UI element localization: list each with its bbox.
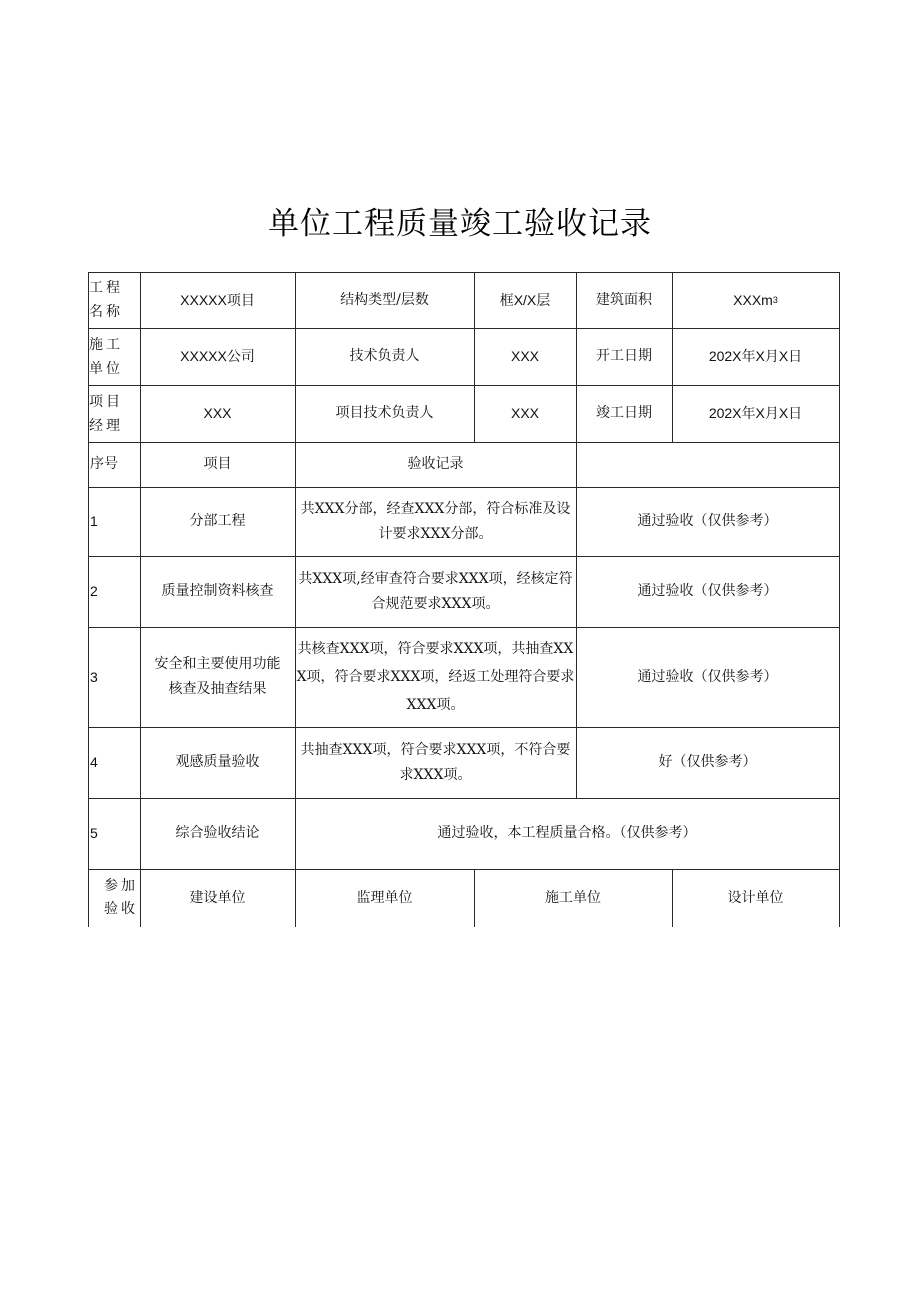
header-item: 项目: [203, 456, 232, 472]
item-record: 共XXX项,经审查符合要求XXX项，经核定符合规范要求XXX项。: [298, 570, 573, 612]
project-tech-lead-label: 项目技术负责人: [335, 405, 434, 421]
item-name: 观感质量验收: [175, 754, 260, 770]
project-name-value: XXXXX项目: [180, 291, 255, 308]
project-manager-value: XXX: [203, 405, 232, 421]
participant-supervisor: 监理单位: [356, 889, 413, 906]
item-conclusion: 通过验收（仅供参考）: [637, 668, 778, 685]
item-record: 共XXX分部，经查XXX分部，符合标准及设计要求XXX分部。: [300, 500, 571, 542]
item-name: 质量控制资料核查: [161, 583, 274, 599]
construction-unit-value: XXXXX公司: [180, 348, 255, 364]
column-divider: [839, 272, 840, 927]
item-name: 综合验收结论: [175, 825, 260, 841]
project-tech-lead-value: XXX: [510, 405, 539, 421]
construction-unit-label: 施工单位: [89, 336, 123, 377]
item-conclusion: 通过验收（仅供参考）: [637, 513, 778, 529]
building-area-label: 建筑面积: [596, 291, 652, 308]
building-area-value: XXXm 3: [672, 272, 839, 328]
participant-contractor: 施工单位: [545, 889, 601, 906]
item-conclusion: 通过验收（仅供参考）: [637, 583, 778, 599]
header-conclusion: [576, 442, 839, 487]
structure-type-value: 框X/X层: [499, 291, 551, 308]
acceptance-record-table: [88, 272, 840, 927]
header-record: 验收记录: [407, 456, 464, 472]
item-conclusion: 好（仅供参考）: [658, 754, 757, 770]
overall-conclusion: 通过验收，本工程质量合格。（仅供参考）: [437, 825, 697, 841]
item-name: 分部工程: [189, 513, 246, 529]
header-no: 序号: [90, 456, 118, 472]
item-no: 5: [90, 825, 98, 841]
item-name: 安全和主要使用功能核查及抽查结果: [154, 656, 281, 697]
item-record: 共核查XXX项，符合要求XXX项，共抽查XXX项，符合要求XXX项，经返工处理符合要求XXX项。: [296, 641, 575, 713]
completion-date-label: 竣工日期: [596, 405, 652, 421]
page-title: 单位工程质量竣工验收记录: [268, 206, 652, 242]
building-area-number: XXXm: [733, 291, 773, 308]
project-name-label: 工程名称: [89, 280, 123, 320]
participant-owner: 建设单位: [189, 889, 246, 906]
completion-date-value: 202X年X月X日: [708, 405, 803, 421]
structure-type-label: 结构类型/层数: [340, 291, 429, 308]
item-no: 4: [90, 754, 98, 770]
item-no: 1: [90, 513, 98, 529]
item-no: 3: [90, 668, 98, 685]
technical-lead-label: 技术负责人: [349, 348, 420, 364]
technical-lead-value: XXX: [510, 348, 539, 364]
start-date-label: 开工日期: [596, 348, 652, 364]
project-manager-label: 项目经理: [89, 393, 123, 434]
participant-designer: 设计单位: [727, 889, 784, 906]
participants-label: 参加验收: [104, 878, 138, 917]
item-record: 共抽查XXX项，符合要求XXX项，不符合要求XXX项。: [300, 741, 571, 783]
start-date-value: 202X年X月X日: [708, 348, 803, 364]
item-no: 2: [90, 583, 98, 599]
